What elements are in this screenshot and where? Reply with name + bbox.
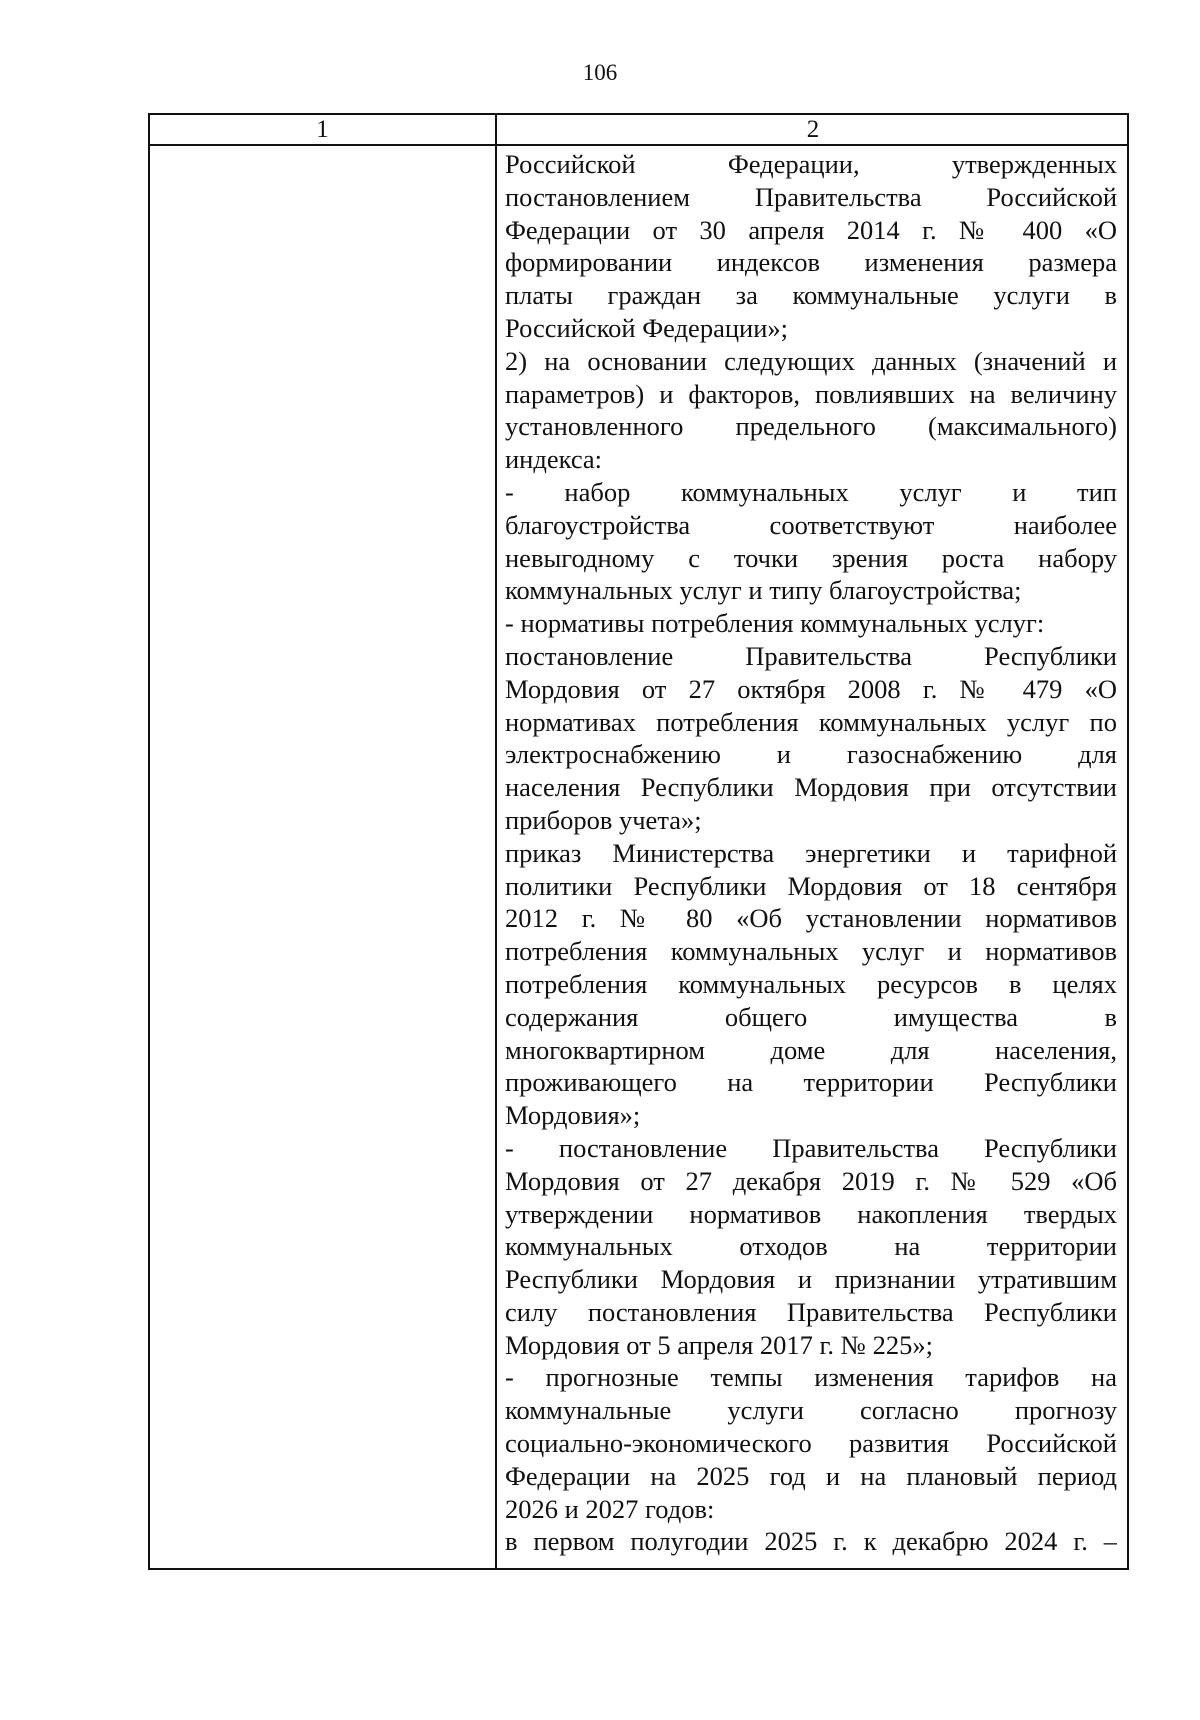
- table-header-row: [150, 115, 1127, 146]
- page-number: 106: [582, 60, 618, 85]
- text-line: невыгодному с точки зрения роста набору: [505, 542, 1117, 573]
- text-line: нормативах потребления коммунальных услуг по: [505, 706, 1117, 737]
- text-line: силу постановления Правительства Республики: [505, 1296, 1117, 1327]
- text-line: утверждении нормативов накопления твердых: [505, 1198, 1117, 1229]
- text-line: постановление Правительства Республики: [505, 640, 1117, 671]
- text-line: благоустройства соответствуют наиболее: [505, 509, 1117, 540]
- column-header-1: 1: [316, 116, 329, 143]
- text-line: 2012 г. № 80 «Об установлении нормативов: [505, 903, 1117, 934]
- text-line: Мордовия»;: [505, 1100, 641, 1131]
- column-2-cell: [505, 148, 1117, 1558]
- text-line: Федерации на 2025 год и на плановый период: [505, 1460, 1117, 1491]
- column-1-cell: [150, 146, 495, 1568]
- text-line: приказ Министерства энергетики и тарифной: [505, 837, 1117, 868]
- text-line: Российской Федерации»;: [505, 312, 788, 343]
- text-line: политики Республики Мордовия от 18 сентября: [505, 870, 1117, 901]
- text-line: Мордовия от 27 октября 2008 г. № 479 «О: [505, 673, 1117, 704]
- text-line: в первом полугодии 2025 г. к декабрю 2024 г. –: [505, 1526, 1117, 1557]
- text-line: Мордовия от 5 апреля 2017 г. № 225»;: [505, 1329, 933, 1360]
- text-line: проживающего на территории Республики: [505, 1067, 1117, 1098]
- text-line: коммунальных отходов на территории: [505, 1231, 1117, 1262]
- text-line: - прогнозные темпы изменения тарифов на: [505, 1362, 1117, 1393]
- text-line: - постановление Правительства Республики: [505, 1132, 1117, 1163]
- text-line: социально-экономического развития Российской: [505, 1428, 1117, 1459]
- text-line: - набор коммунальных услуг и тип: [505, 476, 1117, 507]
- text-line: формировании индексов изменения размера: [505, 247, 1117, 278]
- text-line: потребления коммунальных ресурсов в целях: [505, 968, 1117, 999]
- text-line: Республики Мордовия и признании утратившим: [505, 1264, 1117, 1295]
- text-line: индекса:: [505, 444, 603, 475]
- text-line: 2) на основании следующих данных (значений и: [505, 345, 1117, 376]
- text-line: параметров) и факторов, повлиявших на величину: [505, 378, 1117, 409]
- text-line: коммунальные услуги согласно прогнозу: [505, 1395, 1117, 1426]
- text-line: Российской Федерации, утвержденных: [505, 149, 1117, 179]
- text-line: платы граждан за коммунальные услуги в: [505, 280, 1117, 311]
- text-line: потребления коммунальных услуг и нормативов: [505, 936, 1117, 967]
- document-table: [148, 113, 1129, 1570]
- text-line: коммунальных услуг и типу благоустройства;: [505, 575, 1022, 606]
- text-line: Федерации от 30 апреля 2014 г. № 400 «О: [505, 214, 1117, 245]
- text-line: установленного предельного (максимального): [505, 411, 1117, 442]
- text-line: - нормативы потребления коммунальных услуг:: [505, 608, 1045, 639]
- column-divider: [495, 115, 497, 1568]
- text-line: приборов учета»;: [505, 804, 702, 835]
- column-header-2: 2: [806, 116, 820, 143]
- text-line: электроснабжению и газоснабжению для: [505, 739, 1117, 770]
- text-line: 2026 и 2027 годов:: [505, 1493, 715, 1524]
- text-line: населения Республики Мордовия при отсутствии: [505, 772, 1117, 803]
- text-line: Мордовия от 27 декабря 2019 г. № 529 «Об: [505, 1165, 1117, 1196]
- text-line: содержания общего имущества в: [505, 1001, 1117, 1032]
- text-line: многоквартирном доме для населения,: [505, 1034, 1117, 1065]
- text-line: постановлением Правительства Российской: [505, 181, 1117, 212]
